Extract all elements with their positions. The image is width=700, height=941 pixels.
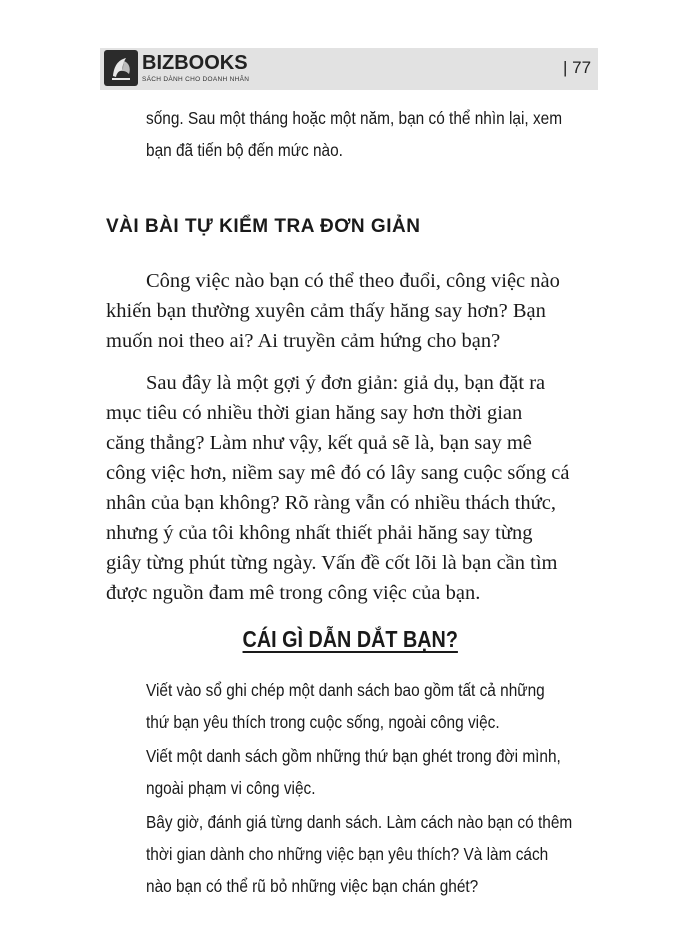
page-number: | 77 xyxy=(563,58,592,77)
exercise-2 xyxy=(146,740,561,804)
exercise-heading xyxy=(0,626,700,653)
text-line: sống. Sau một tháng hoặc một năm, bạn có thể nhìn lại, xem xyxy=(146,108,563,128)
section-heading: VÀI BÀI TỰ KIỂM TRA ĐƠN GIẢN xyxy=(106,216,421,237)
text-line: công việc hơn, niềm say mê đó có lây sang cuộc sống cá xyxy=(106,462,570,484)
text-line: khiến bạn thường xuyên cảm thấy hăng say hơn? Bạn xyxy=(106,300,546,322)
logo-title: BIZBOOKS xyxy=(142,52,248,74)
logo-subtitle: SÁCH DÀNH CHO DOANH NHÂN xyxy=(142,76,250,83)
exercise-heading-text: CÁI GÌ DẪN DẮT BẠN? xyxy=(242,626,458,652)
text-line: Viết một danh sách gồm những thứ bạn ghét trong đời mình, xyxy=(146,746,561,766)
exercise-3 xyxy=(146,806,572,902)
text-line: căng thẳng? Làm như vậy, kết quả sẽ là, bạn say mê xyxy=(106,432,532,454)
text-line: ngoài phạm vi công việc. xyxy=(146,778,316,798)
bizbooks-logo-icon xyxy=(104,50,138,86)
paragraph-2 xyxy=(106,368,569,608)
text-line: nhưng ý của tôi không nhất thiết phải hăng say từng xyxy=(106,522,533,544)
text-line: Sau đây là một gợi ý đơn giản: giả dụ, bạn đặt ra xyxy=(146,372,546,394)
text-line: giây từng phút từng ngày. Vấn đề cốt lõi là bạn cần tìm xyxy=(106,552,558,574)
text-line: mục tiêu có nhiều thời gian hăng say hơn thời gian xyxy=(106,402,523,424)
text-line: bạn đã tiến bộ đến mức nào. xyxy=(146,140,343,160)
text-line: muốn noi theo ai? Ai truyền cảm hứng cho bạn? xyxy=(106,330,501,352)
intro-paragraph xyxy=(146,102,562,166)
text-line: Bây giờ, đánh giá từng danh sách. Làm cách nào bạn có thêm xyxy=(146,812,573,832)
paragraph-1 xyxy=(106,266,560,356)
text-line: Công việc nào bạn có thể theo đuổi, công việc nào xyxy=(146,270,560,292)
text-line: Viết vào sổ ghi chép một danh sách bao gồm tất cả những xyxy=(146,680,545,700)
exercise-1 xyxy=(146,674,545,738)
text-line: nhân của bạn không? Rõ ràng vẫn có nhiều thách thức, xyxy=(106,492,557,514)
text-line: thời gian dành cho những việc bạn yêu thích? Và làm cách xyxy=(146,844,549,864)
text-line: thứ bạn yêu thích trong cuộc sống, ngoài công việc. xyxy=(146,712,500,732)
text-line: nào bạn có thể rũ bỏ những việc bạn chán ghét? xyxy=(146,876,479,896)
text-line: được nguồn đam mê trong công việc của bạn. xyxy=(106,582,481,604)
